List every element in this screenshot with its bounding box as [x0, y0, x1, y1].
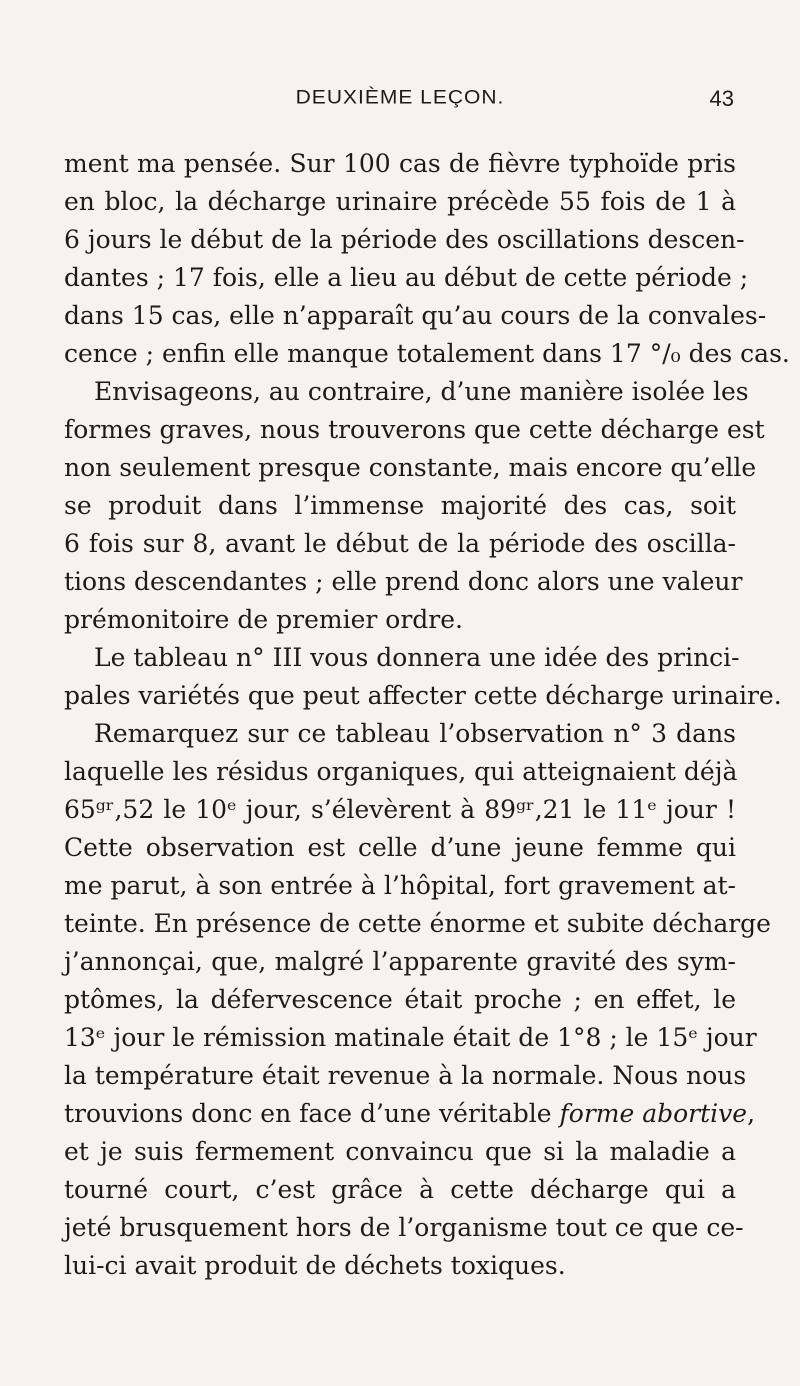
text-line: prémonitoire de premier ordre. [64, 605, 463, 634]
page-number: 43 [709, 86, 734, 111]
text-line: et je suis fermement convaincu que si la maladie a [64, 1137, 736, 1166]
text-line: 13ᵉ jour le rémission matinale était de 1°8 ; le 15ᵉ jour [64, 1023, 757, 1052]
text-line: cence ; enfin elle manque totalement dans 17 °/₀ des cas. [64, 339, 790, 368]
text-line: lui-ci avait produit de déchets toxiques. [64, 1251, 566, 1280]
text-line: Le tableau n° III vous donnera une idée des princi- [94, 643, 740, 672]
text-line: formes graves, nous trouverons que cette décharge est [64, 415, 765, 444]
text-line: j’annonçai, que, malgré l’apparente gravité des sym- [64, 947, 736, 976]
text-line: Cette observation est celle d’une jeune femme qui [64, 833, 736, 862]
text-line: 6 fois sur 8, avant le début de la période des oscilla- [64, 529, 736, 558]
text-line: pales variétés que peut affecter cette décharge urinaire. [64, 681, 782, 710]
text-line: tions descendantes ; elle prend donc alors une valeur [64, 567, 743, 596]
text-line-with-italic [64, 1095, 756, 1133]
text-line: laquelle les résidus organiques, qui atteignaient déjà [64, 757, 738, 786]
text-line: jeté brusquement hors de l’organisme tout ce que ce- [64, 1213, 744, 1242]
text-line: dantes ; 17 fois, elle a lieu au début de cette période ; [64, 263, 749, 292]
text-line: ment ma pensée. Sur 100 cas de fièvre typhoïde pris [64, 149, 736, 178]
text-line: Envisageons, au contraire, d’une manière isolée les [94, 377, 749, 406]
text-line: ptômes, la défervescence était proche ; en effet, le [64, 985, 736, 1014]
text-line: 6 jours le début de la période des oscillations descen- [64, 225, 745, 254]
text-line: tourné court, c’est grâce à cette décharge qui a [64, 1175, 736, 1204]
text-line: 65ᵍʳ,52 le 10ᵉ jour, s’élevèrent à 89ᵍʳ,21 le 11ᵉ jour ! [64, 795, 736, 824]
running-head: DEUXIÈME LEÇON. [295, 86, 505, 109]
text-line: dans 15 cas, elle n’apparaît qu’au cours de la convales- [64, 301, 767, 330]
body-text [64, 145, 790, 1285]
text-line: non seulement presque constante, mais encore qu’elle [64, 453, 757, 482]
text-line: la température était revenue à la normale. Nous nous [64, 1061, 747, 1090]
text-line: teinte. En présence de cette énorme et subite décharge [64, 909, 771, 938]
text-line: me parut, à son entrée à l’hôpital, fort gravement at- [64, 871, 736, 900]
trailing-comma: , [747, 1099, 756, 1128]
page-header [64, 86, 736, 126]
italic-phrase: forme abortive [559, 1099, 748, 1128]
text-line: se produit dans l’immense majorité des cas, soit [64, 491, 736, 520]
text-line: Remarquez sur ce tableau l’observation n° 3 dans [94, 719, 736, 748]
text-line: en bloc, la décharge urinaire précède 55 fois de 1 à [64, 187, 736, 216]
text-span: trouvions donc en face d’une véritable [64, 1099, 552, 1128]
